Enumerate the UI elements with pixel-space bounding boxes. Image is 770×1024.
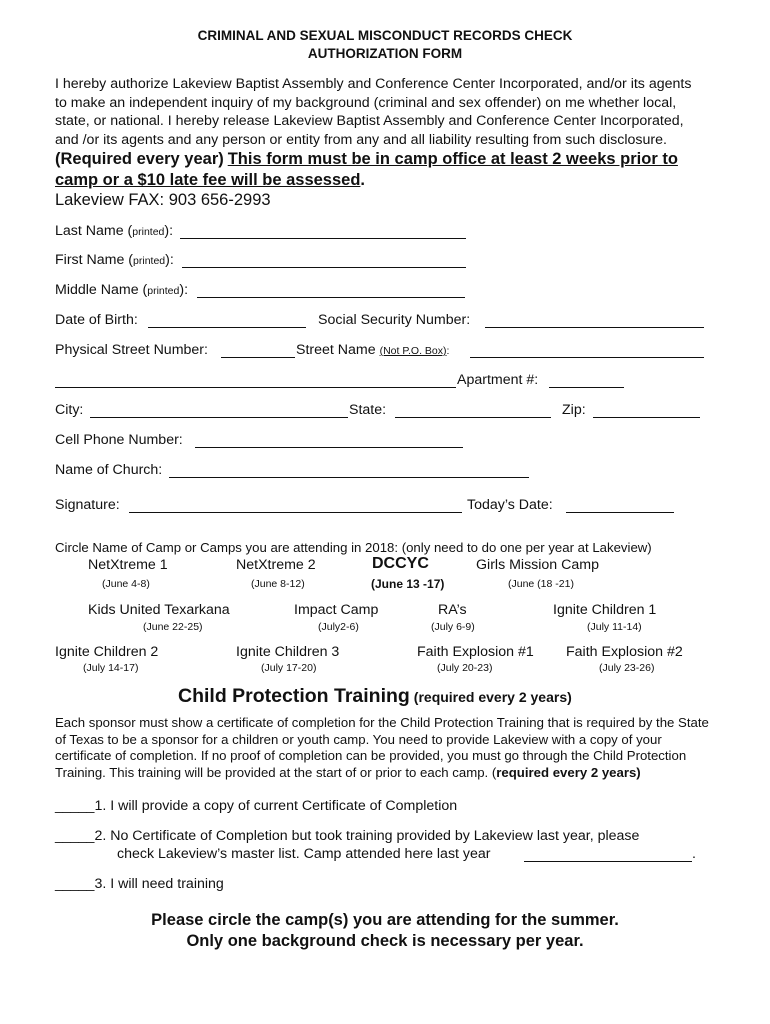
camp-girls-mission[interactable]: Girls Mission Camp — [476, 557, 599, 573]
state-field[interactable] — [395, 417, 551, 418]
training-heading-text: Child Protection Training — [178, 685, 410, 707]
footer-line1: Please circle the camp(s) you are attending for the summer. — [151, 911, 619, 929]
form-title-line1: CRIMINAL AND SEXUAL MISCONDUCT RECORDS CHECK — [197, 28, 573, 43]
label-end: ): — [164, 223, 174, 239]
camp-kids-united-texarkana[interactable]: Kids United Texarkana — [88, 602, 230, 618]
label-end: ): — [165, 252, 174, 268]
cell-phone-label: Cell Phone Number: — [55, 432, 183, 448]
state-label: State: — [349, 402, 387, 418]
deadline-notice: This form must be in camp office at least 2 weeks prior to camp or a $10 late fee will be assessed — [55, 150, 678, 189]
label-end: ): — [179, 282, 189, 298]
camp-date: (July 11-14) — [587, 621, 642, 633]
option-2-period: . — [692, 846, 696, 862]
camp-date: (July 6-9) — [431, 621, 475, 633]
apartment-label: Apartment #: — [457, 372, 539, 388]
street-name-field[interactable] — [470, 357, 704, 358]
training-heading — [178, 685, 572, 708]
training-heading-note: (required every 2 years) — [413, 689, 572, 705]
training-paragraph — [55, 715, 715, 781]
printed-note: printed — [133, 255, 166, 267]
camp-ignite-children-3[interactable]: Ignite Children 3 — [236, 644, 340, 660]
middle-name-label — [55, 282, 188, 298]
signature-label: Signature: — [55, 497, 120, 513]
city-field[interactable] — [90, 417, 348, 418]
fax-number: Lakeview FAX: 903 656-2993 — [55, 191, 271, 209]
deadline-period: . — [360, 171, 366, 189]
street-number-label: Physical Street Number: — [55, 342, 208, 358]
camps-instruction: Circle Name of Camp or Camps you are attending in 2018: (only need to do one per year at Lakeview) — [55, 540, 652, 555]
not-po-box-note: (Not P.O. Box) — [379, 345, 447, 357]
apartment-field[interactable] — [549, 387, 624, 388]
camp-netxtreme-2[interactable]: NetXtreme 2 — [236, 557, 316, 573]
camp-date: (July 20-23) — [437, 662, 493, 674]
street-name-text: Street Name — [296, 342, 380, 358]
camp-date: (June 22-25) — [143, 621, 203, 633]
middle-name-text: Middle Name ( — [55, 282, 148, 298]
dob-field[interactable] — [148, 327, 306, 328]
camp-impact[interactable]: Impact Camp — [294, 602, 379, 618]
last-name-field[interactable] — [180, 238, 466, 239]
street-number-field[interactable] — [221, 357, 295, 358]
form-title-line2: AUTHORIZATION FORM — [307, 46, 463, 61]
camp-dccyc[interactable]: DCCYC — [372, 555, 429, 572]
authorization-text: I hereby authorize Lakeview Baptist Assembly and Conference Center Incorporated, and/or its agents to make an independent inquiry of my background (criminal and sex offender) on me whether local, state, or national. I hereby release Lakeview Baptist Assembly and Conference Center Incorporated, and /or its agents and any person or entity from any and all liability resulting from such disclosure. — [55, 76, 692, 148]
printed-note: printed — [132, 226, 165, 238]
last-name-label — [55, 223, 173, 239]
camp-date: (July 17-20) — [261, 662, 317, 674]
ssn-field[interactable] — [485, 327, 704, 328]
address-line-field[interactable] — [55, 387, 456, 388]
ssn-label: Social Security Number: — [318, 312, 471, 328]
printed-note: printed — [147, 285, 180, 297]
camp-faith-explosion-2[interactable]: Faith Explosion #2 — [566, 644, 683, 660]
todays-date-label: Today’s Date: — [467, 497, 553, 513]
camp-date: (June 8-12) — [251, 578, 305, 590]
footer-line2: Only one background check is necessary per year. — [186, 932, 584, 950]
signature-field[interactable] — [129, 512, 462, 513]
church-label: Name of Church: — [55, 462, 163, 478]
street-name-label — [296, 342, 449, 358]
todays-date-field[interactable] — [566, 512, 674, 513]
camp-date: (June 13 -17) — [371, 577, 445, 591]
training-option-2[interactable]: _____2. No Certificate of Completion but took training provided by Lakeview last year, please — [55, 828, 640, 844]
cell-phone-field[interactable] — [195, 447, 463, 448]
training-text: Each sponsor must show a certificate of completion for the Child Protection Training that is required by the State of Texas to be a sponsor for a children or youth camp. You need to provide Lakeview with a copy of your certificate of completion. If no proof of completion can be provided, you must go through the Child Protection Training. This training will be provided at the start of or prior to each camp. ( — [55, 715, 709, 780]
church-field[interactable] — [169, 477, 529, 478]
camp-ignite-children-1[interactable]: Ignite Children 1 — [553, 602, 657, 618]
last-name-text: Last Name ( — [55, 223, 133, 239]
zip-label: Zip: — [562, 402, 586, 418]
last-year-camp-field[interactable] — [524, 861, 692, 862]
training-option-3[interactable]: _____3. I will need training — [55, 876, 224, 892]
camp-date: (June (18 -21) — [508, 578, 574, 590]
dob-label: Date of Birth: — [55, 312, 138, 328]
first-name-field[interactable] — [182, 267, 466, 268]
camp-date: (July2-6) — [318, 621, 359, 633]
camp-date: (July 14-17) — [83, 662, 139, 674]
city-label: City: — [55, 402, 84, 418]
camp-date: (June 4-8) — [102, 578, 150, 590]
authorization-paragraph — [55, 75, 705, 191]
camp-ras[interactable]: RA’s — [438, 602, 467, 618]
first-name-text: First Name ( — [55, 252, 134, 268]
first-name-label — [55, 252, 174, 268]
required-every-year: (Required every year) — [55, 150, 224, 168]
camp-date: (July 23-26) — [599, 662, 655, 674]
middle-name-field[interactable] — [197, 297, 465, 298]
training-required-note: required every 2 years) — [496, 764, 641, 780]
training-option-2-cont: check Lakeview’s master list. Camp attended here last year — [117, 846, 491, 862]
camp-ignite-children-2[interactable]: Ignite Children 2 — [55, 644, 159, 660]
label-end: : — [446, 345, 450, 357]
camp-netxtreme-1[interactable]: NetXtreme 1 — [88, 557, 168, 573]
training-option-1[interactable]: _____1. I will provide a copy of current Certificate of Completion — [55, 798, 458, 814]
camp-faith-explosion-1[interactable]: Faith Explosion #1 — [417, 644, 534, 660]
zip-field[interactable] — [593, 417, 700, 418]
